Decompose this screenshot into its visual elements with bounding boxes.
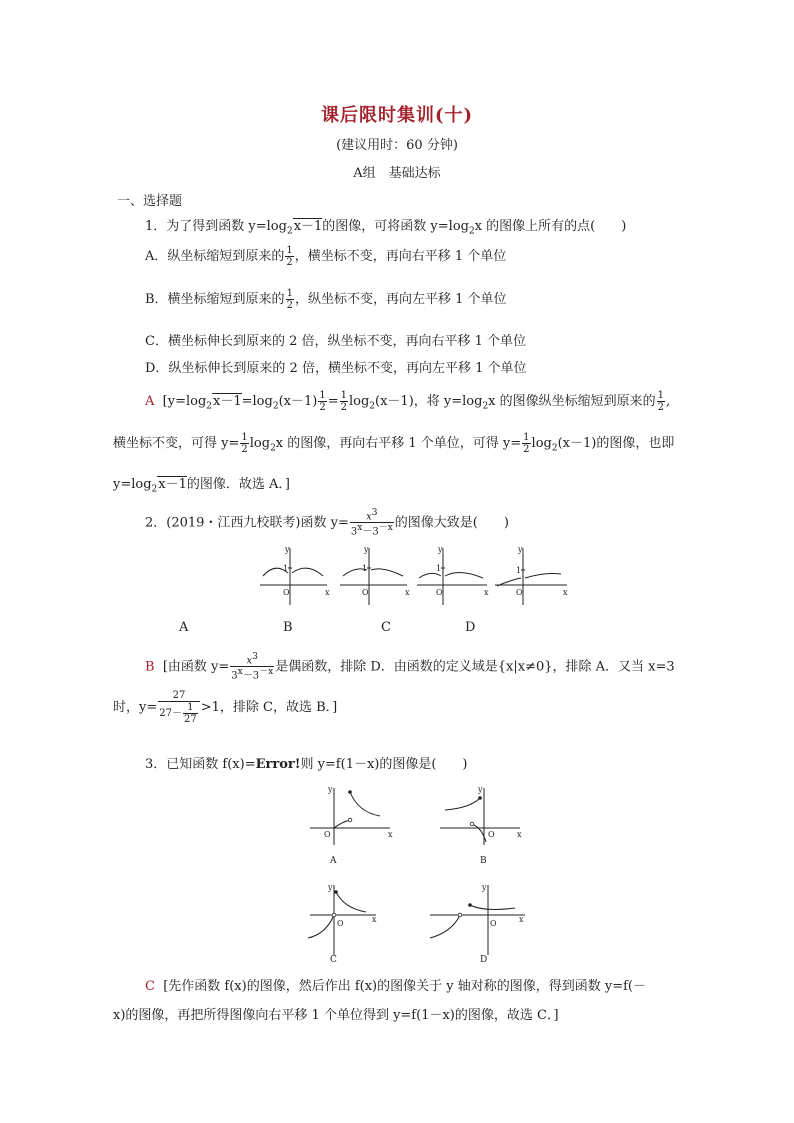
q3-label-b: B: [480, 856, 487, 866]
q2-a-y-label: y: [285, 545, 290, 554]
q3-d-y: y: [482, 883, 487, 892]
q3-c-origin: O: [337, 919, 344, 928]
q2-label-b: B: [283, 620, 293, 635]
q3-b-point: [478, 796, 482, 800]
q2-graph-b: [340, 548, 407, 605]
sqrt-expression: x－1: [293, 219, 323, 234]
q3-c-open-point: [332, 913, 336, 917]
q2-b-x-label: x: [405, 588, 410, 597]
q2-label-a: A: [179, 620, 189, 635]
q1-solution-line3: $y=\log_2x-1$的图像．故选 A．]: [113, 477, 290, 495]
q3-a-open-point: [348, 818, 352, 822]
q3-c-x: x: [372, 915, 377, 924]
q3-a-point: [348, 790, 352, 794]
q3-stem: 3．已知函数 f(x)=Error!则 y=f(1－x)的图像是( ): [145, 757, 468, 772]
q1-stem: 1．为了得到函数 $y=\log_2x-1$的图像，可将函数 $y=\log_2x$ 的图像上所有的点( ): [145, 219, 627, 237]
q3-a-x: x: [388, 830, 393, 839]
q2-d-origin: O: [516, 588, 523, 597]
q3-answer: C: [145, 979, 155, 994]
q3-d-open-point: [458, 913, 462, 917]
q2-graph-d: [495, 548, 567, 605]
q3-a-y: y: [328, 785, 333, 794]
q1-solution-line1: A [$y=\log_2x-1=\log_2(x-1)$ $\frac{1}{2}$ = $\frac{1}{2}$ $\log_2(x-1)$，将 $y=\log_2x$ 的图像纵坐标缩短到原来的 $\frac{1}{2}$ ,: [145, 390, 671, 413]
q3-c-point: [334, 890, 338, 894]
q3-b-x: x: [517, 830, 522, 839]
time-note: (建议用时：60 分钟): [336, 138, 458, 153]
q1-option-a: A．纵坐标缩短到原来的 $\frac{1}{2}$ ，横坐标不变，再向右平移 1 个单位: [145, 245, 507, 268]
q3-d-origin: O: [490, 919, 497, 928]
q2-a-x-label: x: [325, 588, 330, 597]
q2-solution-line2: 时，y= 27 27－ $\frac{1}{27}$ >1，排除 C，故选 B．]: [113, 690, 338, 725]
q3-label-c: C: [330, 955, 337, 965]
q3-label-a: A: [330, 856, 337, 866]
q3-a-origin: O: [324, 830, 331, 839]
q3-solution-line1: C [先作函数 f(x)的图像，然后作出 f(x)的图像关于 y 轴对称的图像，得到函数 y=f(－: [145, 979, 646, 994]
q2-a-origin: O: [283, 588, 290, 597]
q2-stem: 2．(2019・江西九校联考)函数 y= $\frac{x^3}{3^x-3^{-x}}$ 的图像大致是( ): [145, 508, 509, 538]
q2-d-x-label: x: [563, 588, 568, 597]
group-heading: A组 基础达标: [353, 166, 441, 181]
q2-graphs: [255, 540, 575, 615]
q2-graph-a: [260, 548, 327, 605]
q2-b-y-label: y: [364, 545, 369, 554]
q2-c-origin: O: [436, 588, 443, 597]
q2-label-d: D: [465, 620, 476, 635]
section-heading: 一、选择题: [117, 194, 183, 209]
q2-solution-line1: B [由函数 y= $\frac{x^3}{3^x-3^{-x}}$ 是偶函数，排除 D．由函数的定义域是{x|x≠0}，排除 A．又当 x=3: [145, 652, 675, 682]
q3-b-origin: O: [488, 830, 495, 839]
q2-b-origin: O: [362, 588, 369, 597]
q2-fraction: $\frac{x^3}{3^x-3^{-x}}$: [350, 508, 393, 538]
q3-graph-d: [430, 885, 525, 955]
q3-label-d: D: [480, 955, 488, 965]
q1-solution-line2: 横坐标不变，可得 y= $\frac{1}{2}$ $\log_2x$ 的图像，再向右平移 1 个单位，可得 y= $\frac{1}{2}$ $\log_2(x-1)$的图像，也即: [113, 432, 675, 455]
q2-label-c: C: [381, 620, 391, 635]
q3-solution-line2: x)的图像，再把所得图像向右平移 1 个单位得到 y=f(1－x)的图像，故选 C．]: [113, 1008, 559, 1023]
q3-b-y: y: [478, 785, 483, 794]
q2-c-tick: 1: [436, 564, 442, 573]
q2-d-y-label: y: [518, 545, 523, 554]
q2-a-tick: 1: [283, 564, 289, 573]
q2-c-y-label: y: [438, 545, 443, 554]
page-title: 课后限时集训(十): [320, 105, 474, 126]
q3-d-point: [468, 903, 472, 907]
q3-graph-a: [310, 788, 390, 845]
q3-graphs: [300, 780, 530, 970]
q2-d-tick: 1: [516, 566, 522, 575]
q1-option-d: D．纵坐标伸长到原来的 2 倍，横坐标不变，再向左平移 1 个单位: [145, 361, 527, 376]
q1-option-c: C．横坐标伸长到原来的 2 倍，纵坐标不变，再向右平移 1 个单位: [145, 334, 527, 349]
q1-answer: A: [145, 394, 155, 409]
q2-graph-c: [417, 548, 487, 605]
q3-c-y: y: [328, 883, 333, 892]
q3-d-x: x: [519, 915, 524, 924]
q2-answer: B: [145, 659, 155, 675]
q1-option-b: B．横坐标缩短到原来的 $\frac{1}{2}$ ，纵坐标不变，再向左平移 1 个单位: [145, 288, 507, 311]
q2-c-x-label: x: [484, 588, 489, 597]
q2-b-tick: 1: [362, 564, 368, 573]
q3-b-open-point: [470, 822, 474, 826]
